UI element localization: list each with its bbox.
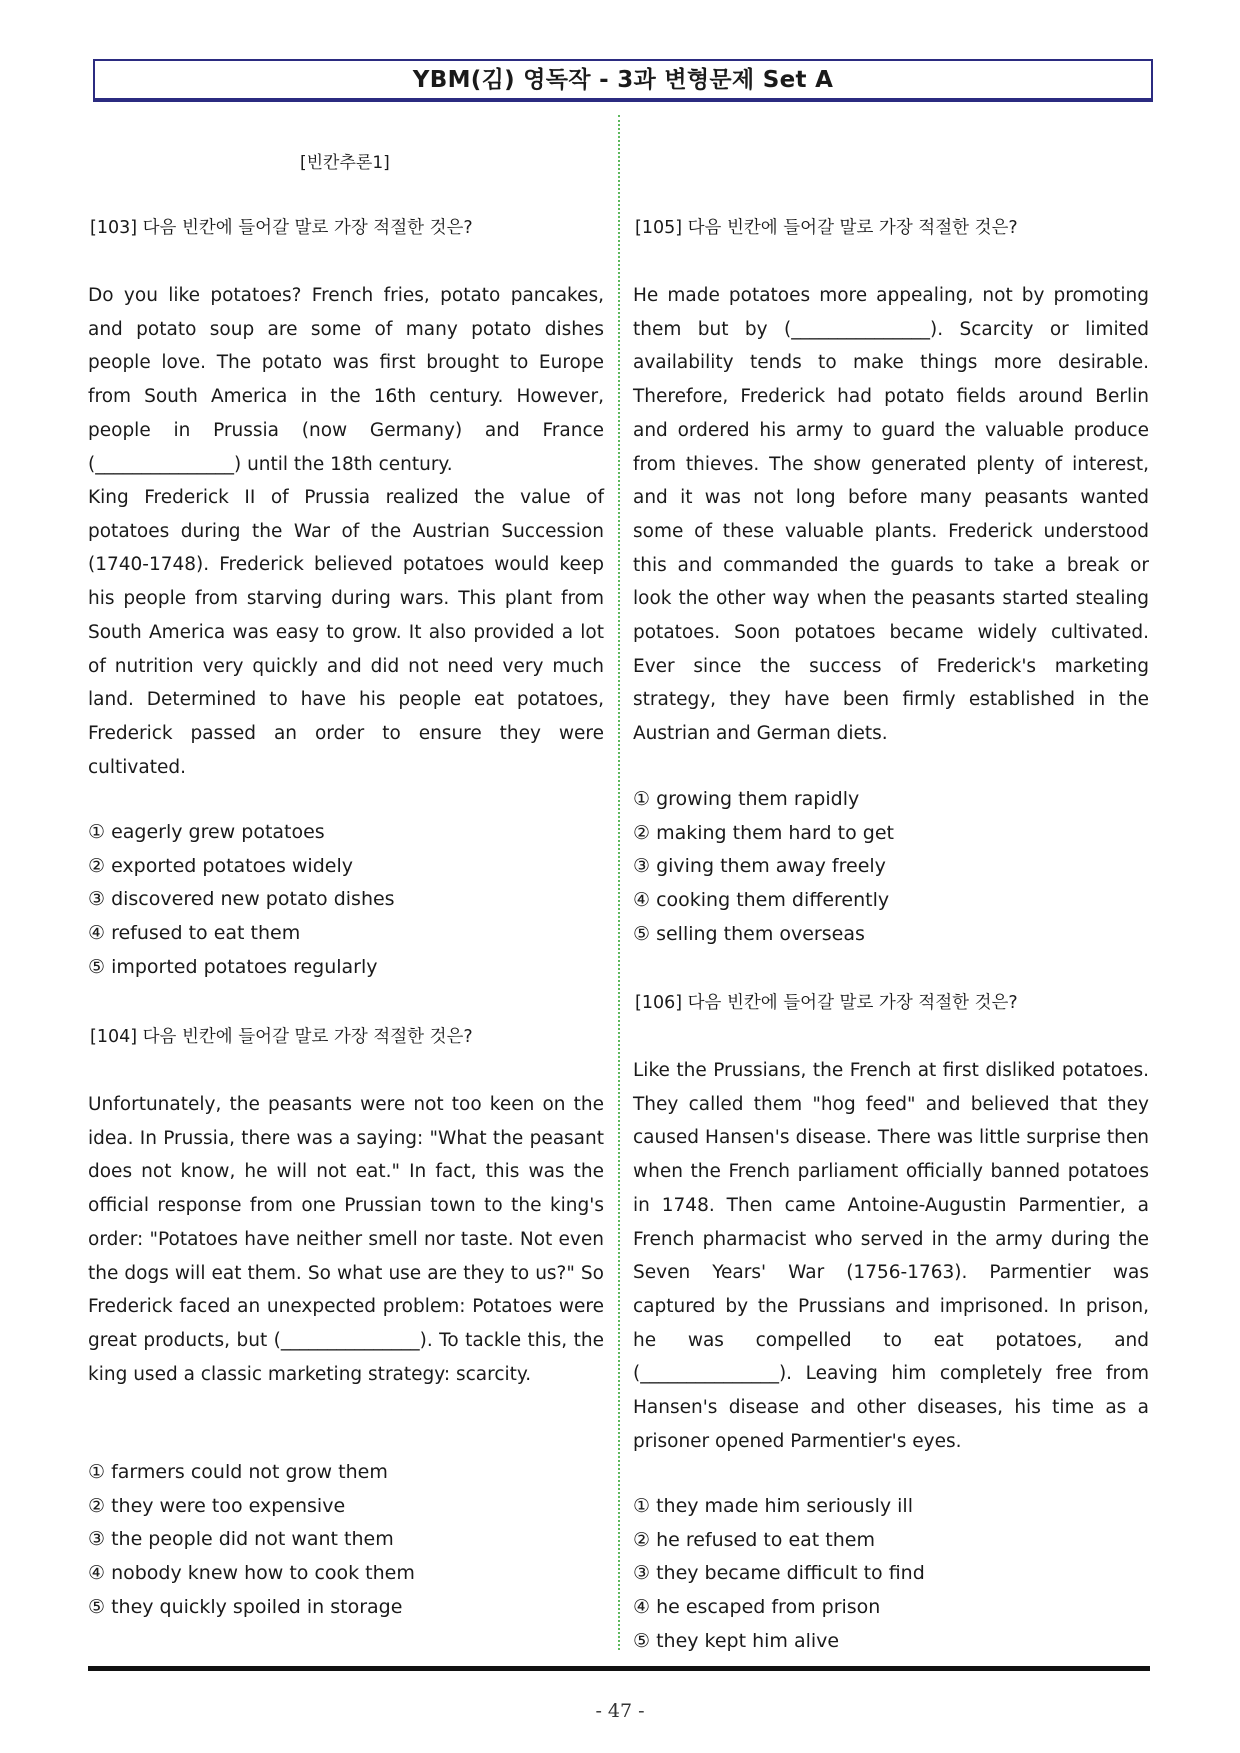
question-104-heading: [104] 다음 빈칸에 들어갈 말로 가장 적절한 것은? — [90, 1027, 473, 1047]
option-1[interactable]: ① they made him seriously ill — [633, 1495, 913, 1517]
question-106-passage: Like the Prussians, the French at first disliked potatoes. They called them "hog feed" and believed that they caused Hansen's disease. There was little surprise then when the French parliament officially banned potatoes in 1748. Then came Antoine-Augustin Parmentier, a French pharmacist who served in the army during the Seven Years' War (1756-1763). Parmentier was captured by the Prussians and imprisoned. In prison, he was compelled to eat potatoes, and (_______________). Leaving him completely free from Hansen's disease and other diseases, his time as a prisoner opened Parmentier's eyes. — [633, 1060, 1149, 1452]
page-number: - 47 - — [595, 1700, 645, 1722]
column-divider — [618, 115, 620, 1650]
question-103-options — [88, 816, 395, 985]
option-4[interactable]: ④ he escaped from prison — [633, 1596, 881, 1619]
page-title: YBM(김) 영독작 - 3과 변형문제 Set A — [412, 67, 834, 93]
question-104-options — [88, 1456, 415, 1625]
question-106-options — [633, 1490, 925, 1659]
option-3[interactable]: ③ the people did not want them — [88, 1528, 394, 1551]
option-2[interactable]: ② he refused to eat them — [633, 1528, 875, 1551]
option-2[interactable]: ② making them hard to get — [633, 821, 894, 844]
option-2[interactable]: ② exported potatoes widely — [88, 854, 353, 877]
question-106-heading: [106] 다음 빈칸에 들어갈 말로 가장 적절한 것은? — [635, 993, 1018, 1013]
option-1[interactable]: ① eagerly grew potatoes — [88, 821, 325, 843]
option-3[interactable]: ③ giving them away freely — [633, 855, 886, 878]
option-5[interactable]: ⑤ imported potatoes regularly — [88, 955, 378, 978]
option-3[interactable]: ③ they became difficult to find — [633, 1562, 925, 1585]
question-104-passage: Unfortunately, the peasants were not too keen on the idea. In Prussia, there was a saying: "What the peasant does not know, he will not eat." In fact, this was the official response from one Prussian town to the king's order: "Potatoes have neither smell nor taste. Not even the dogs will eat them. So what use are they to us?" So Frederick faced an unexpected problem: Potatoes were great products, but (_______________). To tackle this, the king used a classic marketing strategy: scarcity. — [88, 1094, 604, 1385]
footer-rule — [88, 1666, 1150, 1671]
question-105-options — [633, 783, 894, 952]
question-103-heading: [103] 다음 빈칸에 들어갈 말로 가장 적절한 것은? — [90, 218, 473, 238]
option-2[interactable]: ② they were too expensive — [88, 1494, 346, 1517]
option-5[interactable]: ⑤ selling them overseas — [633, 922, 865, 945]
question-105-passage: He made potatoes more appealing, not by promoting them but by (_______________). Scarcity or limited availability tends to make things more desirable. Therefore, Frederick had potato fields around Berlin and ordered his army to guard the valuable produce from thieves. The show generated plenty of interest, and it was not long before many peasants wanted some of these valuable plants. Frederick understood this and commanded the guards to take a break or look the other way when the peasants started stealing potatoes. Soon potatoes became widely cultivated. Ever since the success of Frederick's marketing strategy, they have been firmly established in the Austrian and German diets. — [633, 285, 1149, 745]
question-105-heading: [105] 다음 빈칸에 들어갈 말로 가장 적절한 것은? — [635, 218, 1018, 238]
option-4[interactable]: ④ cooking them differently — [633, 889, 890, 912]
section-label: [빈칸추론1] — [300, 153, 390, 173]
option-1[interactable]: ① growing them rapidly — [633, 788, 860, 810]
option-4[interactable]: ④ refused to eat them — [88, 922, 301, 945]
page-header — [93, 59, 1153, 102]
question-103-passage-continued: King Frederick II of Prussia realized the value of potatoes during the War of the Austrian Succession (1740-1748). Frederick believed potatoes would keep his people from starving during wars. This plant from South America was easy to grow. It also provided a lot of nutrition very quickly and did not need very much land. Determined to have his people eat potatoes, Frederick passed an order to ensure they were cultivated. — [88, 487, 604, 778]
option-3[interactable]: ③ discovered new potato dishes — [88, 888, 395, 911]
option-5[interactable]: ⑤ they kept him alive — [633, 1629, 840, 1652]
option-4[interactable]: ④ nobody knew how to cook them — [88, 1562, 415, 1585]
option-1[interactable]: ① farmers could not grow them — [88, 1461, 388, 1483]
option-5[interactable]: ⑤ they quickly spoiled in storage — [88, 1595, 403, 1618]
question-103-passage: Do you like potatoes? French fries, potato pancakes, and potato soup are some of many potato dishes people love. The potato was first brought to Europe from South America in the 16th century. However, people in Prussia (now Germany) and France (_______________) until the 18th century. — [88, 285, 604, 475]
